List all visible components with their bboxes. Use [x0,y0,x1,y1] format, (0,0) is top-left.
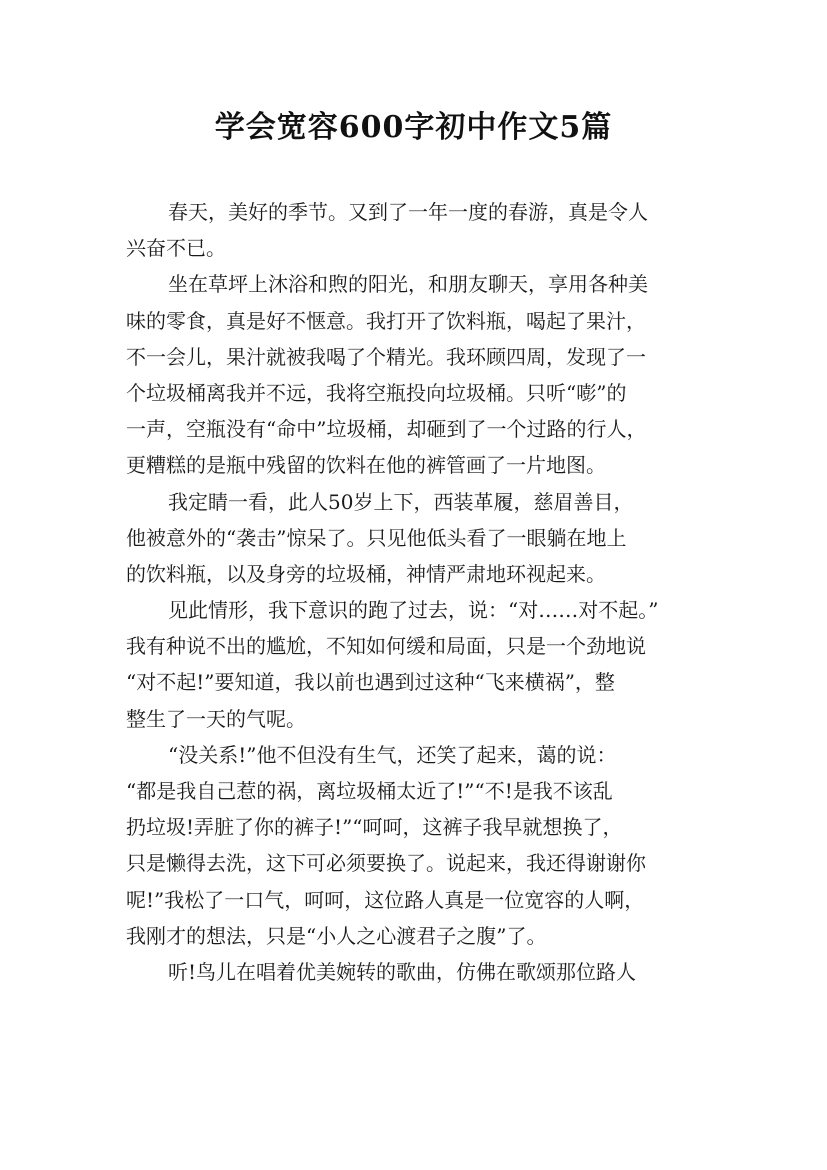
text-line: 春天，美好的季节。又到了一年一度的春游，真是令人 [168,200,648,224]
text-line: 不一会儿，果汁就被我喝了个精光。我环顾四周，发现了一 [126,344,646,369]
text-line: 扔垃圾!弄脏了你的裤子!”“呵呵，这裤子我早就想换了， [126,815,623,840]
text-line: 只是懒得去洗，这下可必须要换了。说起来，我还得谢谢你 [126,851,646,876]
text-line: 更糟糕的是瓶中残留的饮料在他的裤管画了一片地图。 [126,453,606,478]
text-line: 我刚才的想法，只是“小人之心渡君子之腹”了。 [126,923,547,948]
text-line: 兴奋不已。 [126,236,226,261]
text-line: 坐在草坪上沐浴和煦的阳光，和朋友聊天，享用各种美 [168,272,648,297]
text-line: 整生了一天的气呢。 [126,706,306,731]
text-line: 我定睛一看，此人50岁上下，西装革履，慈眉善目， [168,489,634,514]
text-line: 个垃圾桶离我并不远，我将空瓶投向垃圾桶。只听“嘭”的 [126,380,627,405]
text-line: 见此情形，我下意识的跑了过去，说：“对……对不起。” [168,598,659,623]
text-line: 呢!”我松了一口气，呵呵，这位路人真是一位宽容的人啊， [126,887,645,912]
text-line: “都是我自己惹的祸，离垃圾桶太近了!”“不!是我不该乱 [126,779,613,803]
document-title: 学会宽容600字初中作文5篇 [214,110,613,145]
text-line: 他被意外的“袭击”惊呆了。只见他低头看了一眼躺在地上 [126,525,627,550]
document-body [126,194,716,990]
text-line: 一声，空瓶没有“命中”垃圾桶，却砸到了一个过路的行人， [126,417,647,442]
text-line: “没关系!”他不但没有生气，还笑了起来，蔼的说： [168,742,617,767]
text-line: “对不起!”要知道，我以前也遇到过这种“飞来横祸”，整 [126,670,615,695]
text-line: 味的零食，真是好不惬意。我打开了饮料瓶，喝起了果汁， [126,308,646,333]
text-line: 我有种说不出的尴尬，不知如何缓和局面，只是一个劲地说 [126,634,646,659]
text-line: 的饮料瓶，以及身旁的垃圾桶，神情严肃地环视起来。 [126,561,606,586]
text-line: 听!鸟儿在唱着优美婉转的歌曲，仿佛在歌颂那位路人 [168,959,637,984]
